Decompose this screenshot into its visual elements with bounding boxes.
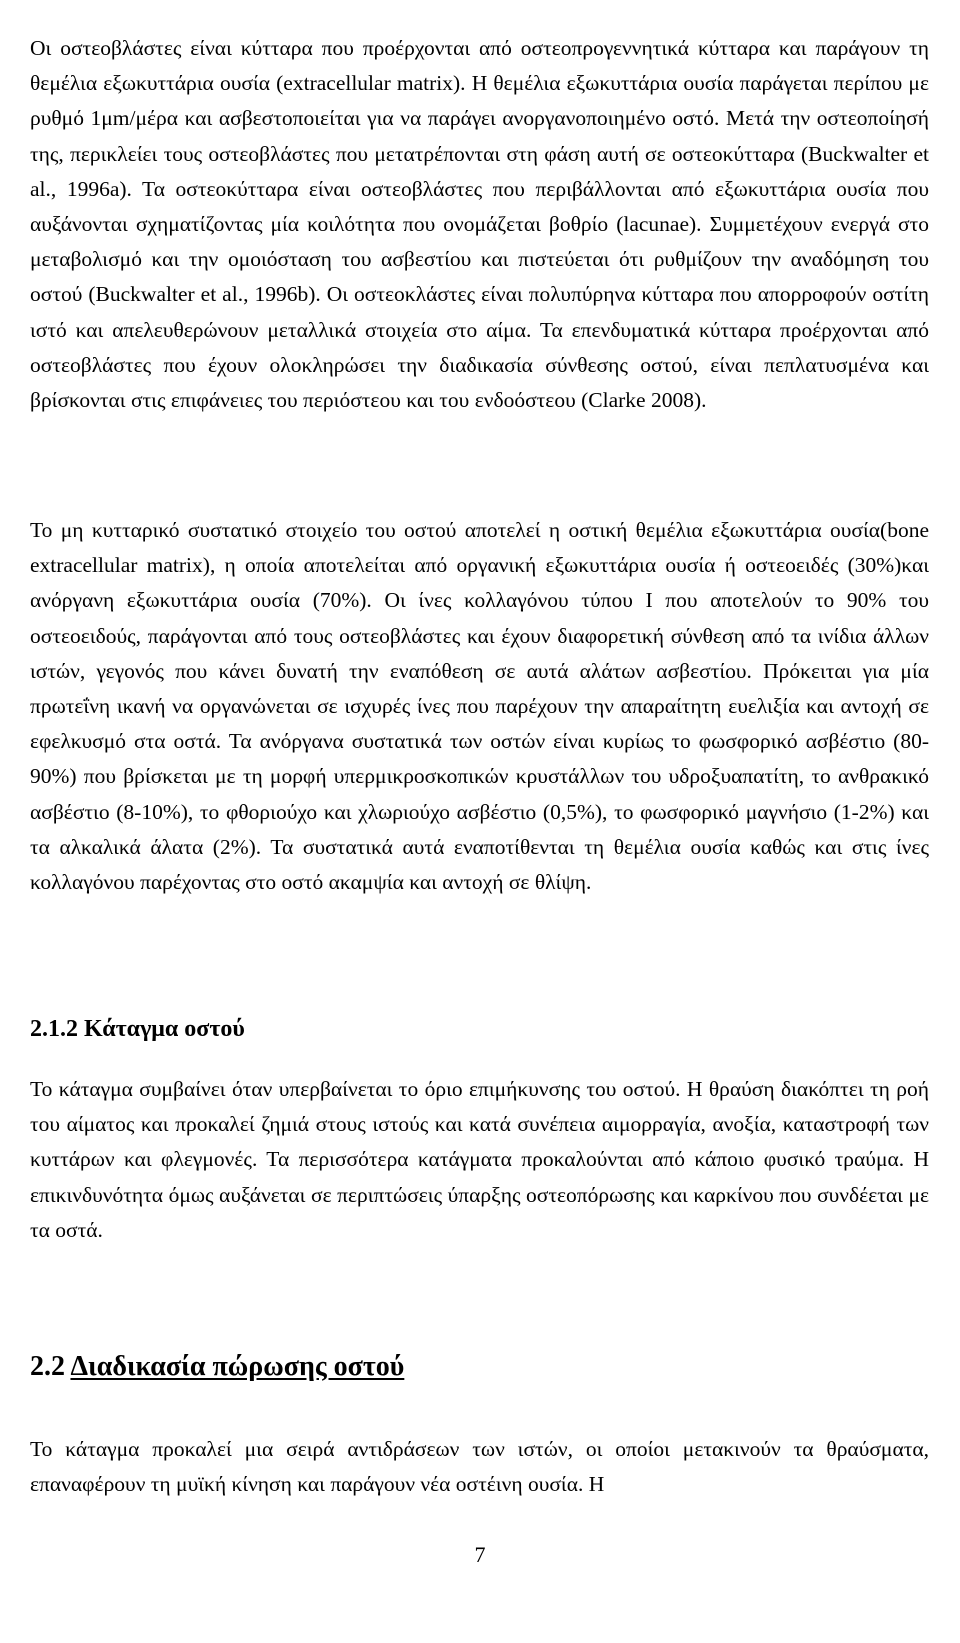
section-heading-fracture: 2.1.2 Κάταγμα οστού xyxy=(30,1016,245,1042)
paragraph-fracture: Το κάταγμα συμβαίνει όταν υπερβαίνεται το όριο επιμήκυνσης του οστού. Η θραύση διακόπτει τη ροή του αίματος και προκαλεί ζημιά στους ιστούς και κατά συνέπεια αιμορραγία, ανοξία, καταστροφή των κυττάρων και φλεγμονές. Τα περισσότερα κατάγματα προκαλούνται από κάποιο φυσικό τραύμα. Η επικινδυνότητα όμως αυξάνεται σε περιπτώσεις ύπαρξης οστεοπόρωσης και καρκίνου που συνδέεται με τα οστά. xyxy=(30,1077,929,1242)
paragraph-osteoblasts: Οι οστεοβλάστες είναι κύτταρα που προέρχονται από οστεοπρογεννητικά κύτταρα και παράγουν τη θεμέλια εξωκυττάρια ουσία (extracellular matrix). Η θεμέλια εξωκυττάρια ουσία παράγεται περίπου με ρυθμό 1μm/μέρα και ασβεστοποιείται για να παράγει ανοργανοποιημένο οστό. Μετά την οστεοποίησή της, περικλείει τους οστεοβλάστες που μετατρέπονται στη φάση αυτή σε οστεοκύτταρα (Buckwalter et al., 1996a). Τα οστεοκύτταρα είναι οστεοβλάστες που περιβάλλονται από εξωκυττάρια ουσία που αυξάνονται σχηματίζοντας μία κοιλότητα που ονομάζεται βοθρίο (lacunae). Συμμετέχουν ενεργά στο μεταβολισμό και την ομοιόσταση του ασβεστίου και πιστεύεται ότι ρυθμίζουν την αναδόμηση του οστού (Buckwalter et al., 1996b). Οι οστεοκλάστες είναι πολυπύρηνα κύτταρα που απορροφούν οστίτη ιστό και απελευθερώνουν μεταλλικά στοιχεία στο αίμα. Τα επενδυματικά κύτταρα προέρχονται από οστεοβλάστες που έχουν ολοκληρώσει την διαδικασία σύνθεσης οστού, είναι πεπλατυσμένα και βρίσκονται στις επιφάνειες του περιόστεου και του ενδοόστεου (Clarke 2008). xyxy=(30,36,929,413)
page-number: 7 xyxy=(474,1542,486,1567)
section-heading-healing-process xyxy=(30,1347,404,1387)
paragraph-healing: Το κάταγμα προκαλεί μια σειρά αντιδράσεων των ιστών, οι οποίοι μετακινούν τα θραύσματα, επαναφέρουν τη μυϊκή κίνηση και παράγουν νέα οστέινη ουσία. Η xyxy=(30,1437,929,1497)
section-number: 2.2 xyxy=(30,1351,71,1382)
paragraph-bone-matrix: Το μη κυτταρικό συστατικό στοιχείο του οστού αποτελεί η οστική θεμέλια εξωκυττάρια ουσία(bone extracellular matrix), η οποία αποτελείται από οργανική εξωκυττάρια ουσία ή οστεοειδές (30%)και ανόργανη εξωκυττάρια ουσία (70%). Οι ίνες κολλαγόνου τύπου Ι που αποτελούν το 90% του οστεοειδούς, παράγονται από τους οστεοβλάστες και έχουν διαφορετική σύνθεση από τα ινίδια άλλων ιστών, γεγονός που κάνει δυνατή την εναπόθεση σε αυτά αλάτων ασβεστίου. Πρόκειται για μία πρωτεΐνη ικανή να οργανώνεται σε ισχυρές ίνες που παρέχουν την απαραίτητη ευελιξία και αντοχή σε εφελκυσμό στα οστά. Τα ανόργανα συστατικά των οστών είναι κυρίως το φωσφορικό ασβέστιο (80-90%) που βρίσκεται με τη μορφή υπερμικροσκοπικών κρυστάλλων του υδροξυαπατίτη, το ανθρακικό ασβέστιο (8-10%), το φθοριούχο και χλωριούχο ασβέστιο (0,5%), το φωσφορικό μαγνήσιο (1-2%) και τα αλκαλικά άλατα (2%). Τα συστατικά αυτά εναποτίθενται τη θεμέλια ουσία καθώς και στις ίνες κολλαγόνου παρέχοντας στο οστό ακαμψία και αντοχή σε θλίψη. xyxy=(30,518,929,895)
section-title: Διαδικασία πώρωσης οστού xyxy=(70,1351,405,1382)
